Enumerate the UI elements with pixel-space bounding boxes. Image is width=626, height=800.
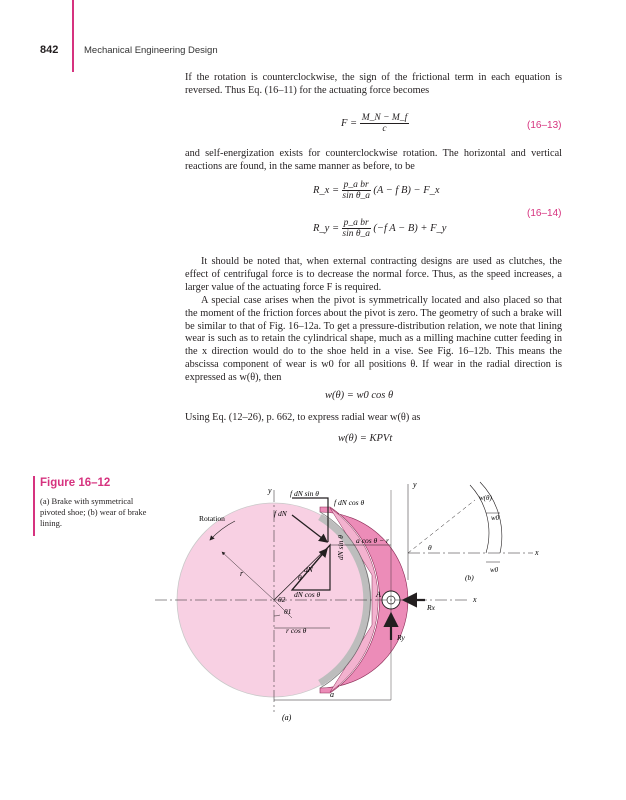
paragraph-3: It should be noted that, when external contracting designs are used as clutches, the effect of centrifugal force is to decrease the normal force. Thus, as the speed increases, a larger value of the actuating force F is required. (185, 256, 562, 293)
ry-denominator: sin θ_a (342, 229, 371, 239)
paragraph-4: A special case arises when the pivot is symmetrically located and also placed so that the moment of the friction forces about the pivot is zero. The geometry of such a brake will be similar to that of Fig. 16–12a. To get a pressure-distribution relation, we note that lining wear is such as to retain the cylindrical shape, much as a milling machine cutter feeding in the x direction would do to the shoe held in a vise. See Fig. 16–12b. This means the abscissa component of wear is w0 for all positions θ. If wear in the radial direction is expressed as w(θ), then (185, 295, 562, 383)
label-rcos: r cos θ (286, 626, 307, 635)
label-dn: dN (304, 565, 313, 574)
paragraph-5: Using Eq. (12–26), p. 662, to express radial wear w(θ) as (185, 412, 421, 423)
label-x: x (473, 595, 477, 604)
label-b-y: y (413, 480, 417, 489)
figure-caption: (a) Brake with symmetrical pivoted shoe; (b) wear of brake lining. (40, 496, 147, 528)
rx-denominator: sin θ_a (342, 191, 371, 201)
equation-kpvt: w(θ) = KPVt (338, 433, 393, 444)
page-number: 842 (40, 44, 59, 56)
label-dn-sin: dN sin θ (336, 535, 345, 560)
eq1-denominator: c (382, 124, 387, 134)
b-radial-line (408, 500, 475, 553)
ry-numerator: p_a br (343, 218, 369, 228)
label-dn-cos: dN cos θ (294, 590, 321, 599)
equation-wear: w(θ) = w0 cos θ (325, 390, 394, 401)
label-theta2: θ2 (278, 595, 286, 604)
label-fdn-cos: f dN cos θ (334, 498, 365, 507)
ry-rest: (−f A − B) + F_y (373, 222, 447, 234)
eq-number-16-14: (16–14) (527, 208, 562, 219)
label-sub-a: (a) (282, 713, 292, 722)
ry-lhs: R_y = (313, 222, 340, 234)
paragraph-1: If the rotation is counterclockwise, the sign of the frictional term in each equation is reversed. Thus Eq. (16–11) for the actuating force becomes (185, 72, 562, 96)
figure-title: Figure 16–12 (40, 477, 111, 489)
equation-rx (313, 180, 440, 201)
label-acos: a cos θ − r (356, 536, 389, 545)
label-Ry: Ry (397, 633, 405, 642)
label-wtheta: w(θ) (479, 494, 492, 502)
eq1-numerator: M_N − M_f (361, 113, 408, 123)
label-b-x: x (535, 548, 539, 557)
label-r: r (240, 569, 244, 578)
paragraph-2: and self-energization exists for counterclockwise rotation. The horizontal and vertical reactions are found, in the same manner as before, to be (185, 148, 562, 172)
header-rule (72, 0, 74, 72)
label-sub-b: (b) (465, 573, 474, 582)
label-Rx: Rx (427, 603, 435, 612)
label-A: A (376, 590, 381, 599)
eq-number-16-13: (16–13) (527, 120, 562, 131)
equation-16-13 (341, 113, 409, 134)
label-theta: θ (298, 573, 302, 582)
brake-diagram (0, 470, 626, 800)
eq1-lhs: F = (341, 117, 358, 129)
label-rotation: Rotation (199, 514, 225, 523)
label-fdn-sin: f dN sin θ (290, 489, 319, 498)
rx-numerator: p_a br (343, 180, 369, 190)
rx-rest: (A − f B) − F_x (373, 184, 440, 196)
label-theta1: θ1 (284, 607, 292, 616)
label-b-theta: θ (428, 543, 432, 552)
label-a: a (330, 690, 334, 699)
label-y: y (268, 486, 272, 495)
rx-lhs: R_x = (313, 184, 340, 196)
running-title: Mechanical Engineering Design (84, 45, 218, 56)
label-w0: w0 (491, 514, 500, 522)
label-w0b: w0 (490, 566, 499, 574)
equation-ry (313, 218, 446, 239)
label-fdn: f dN (274, 509, 287, 518)
